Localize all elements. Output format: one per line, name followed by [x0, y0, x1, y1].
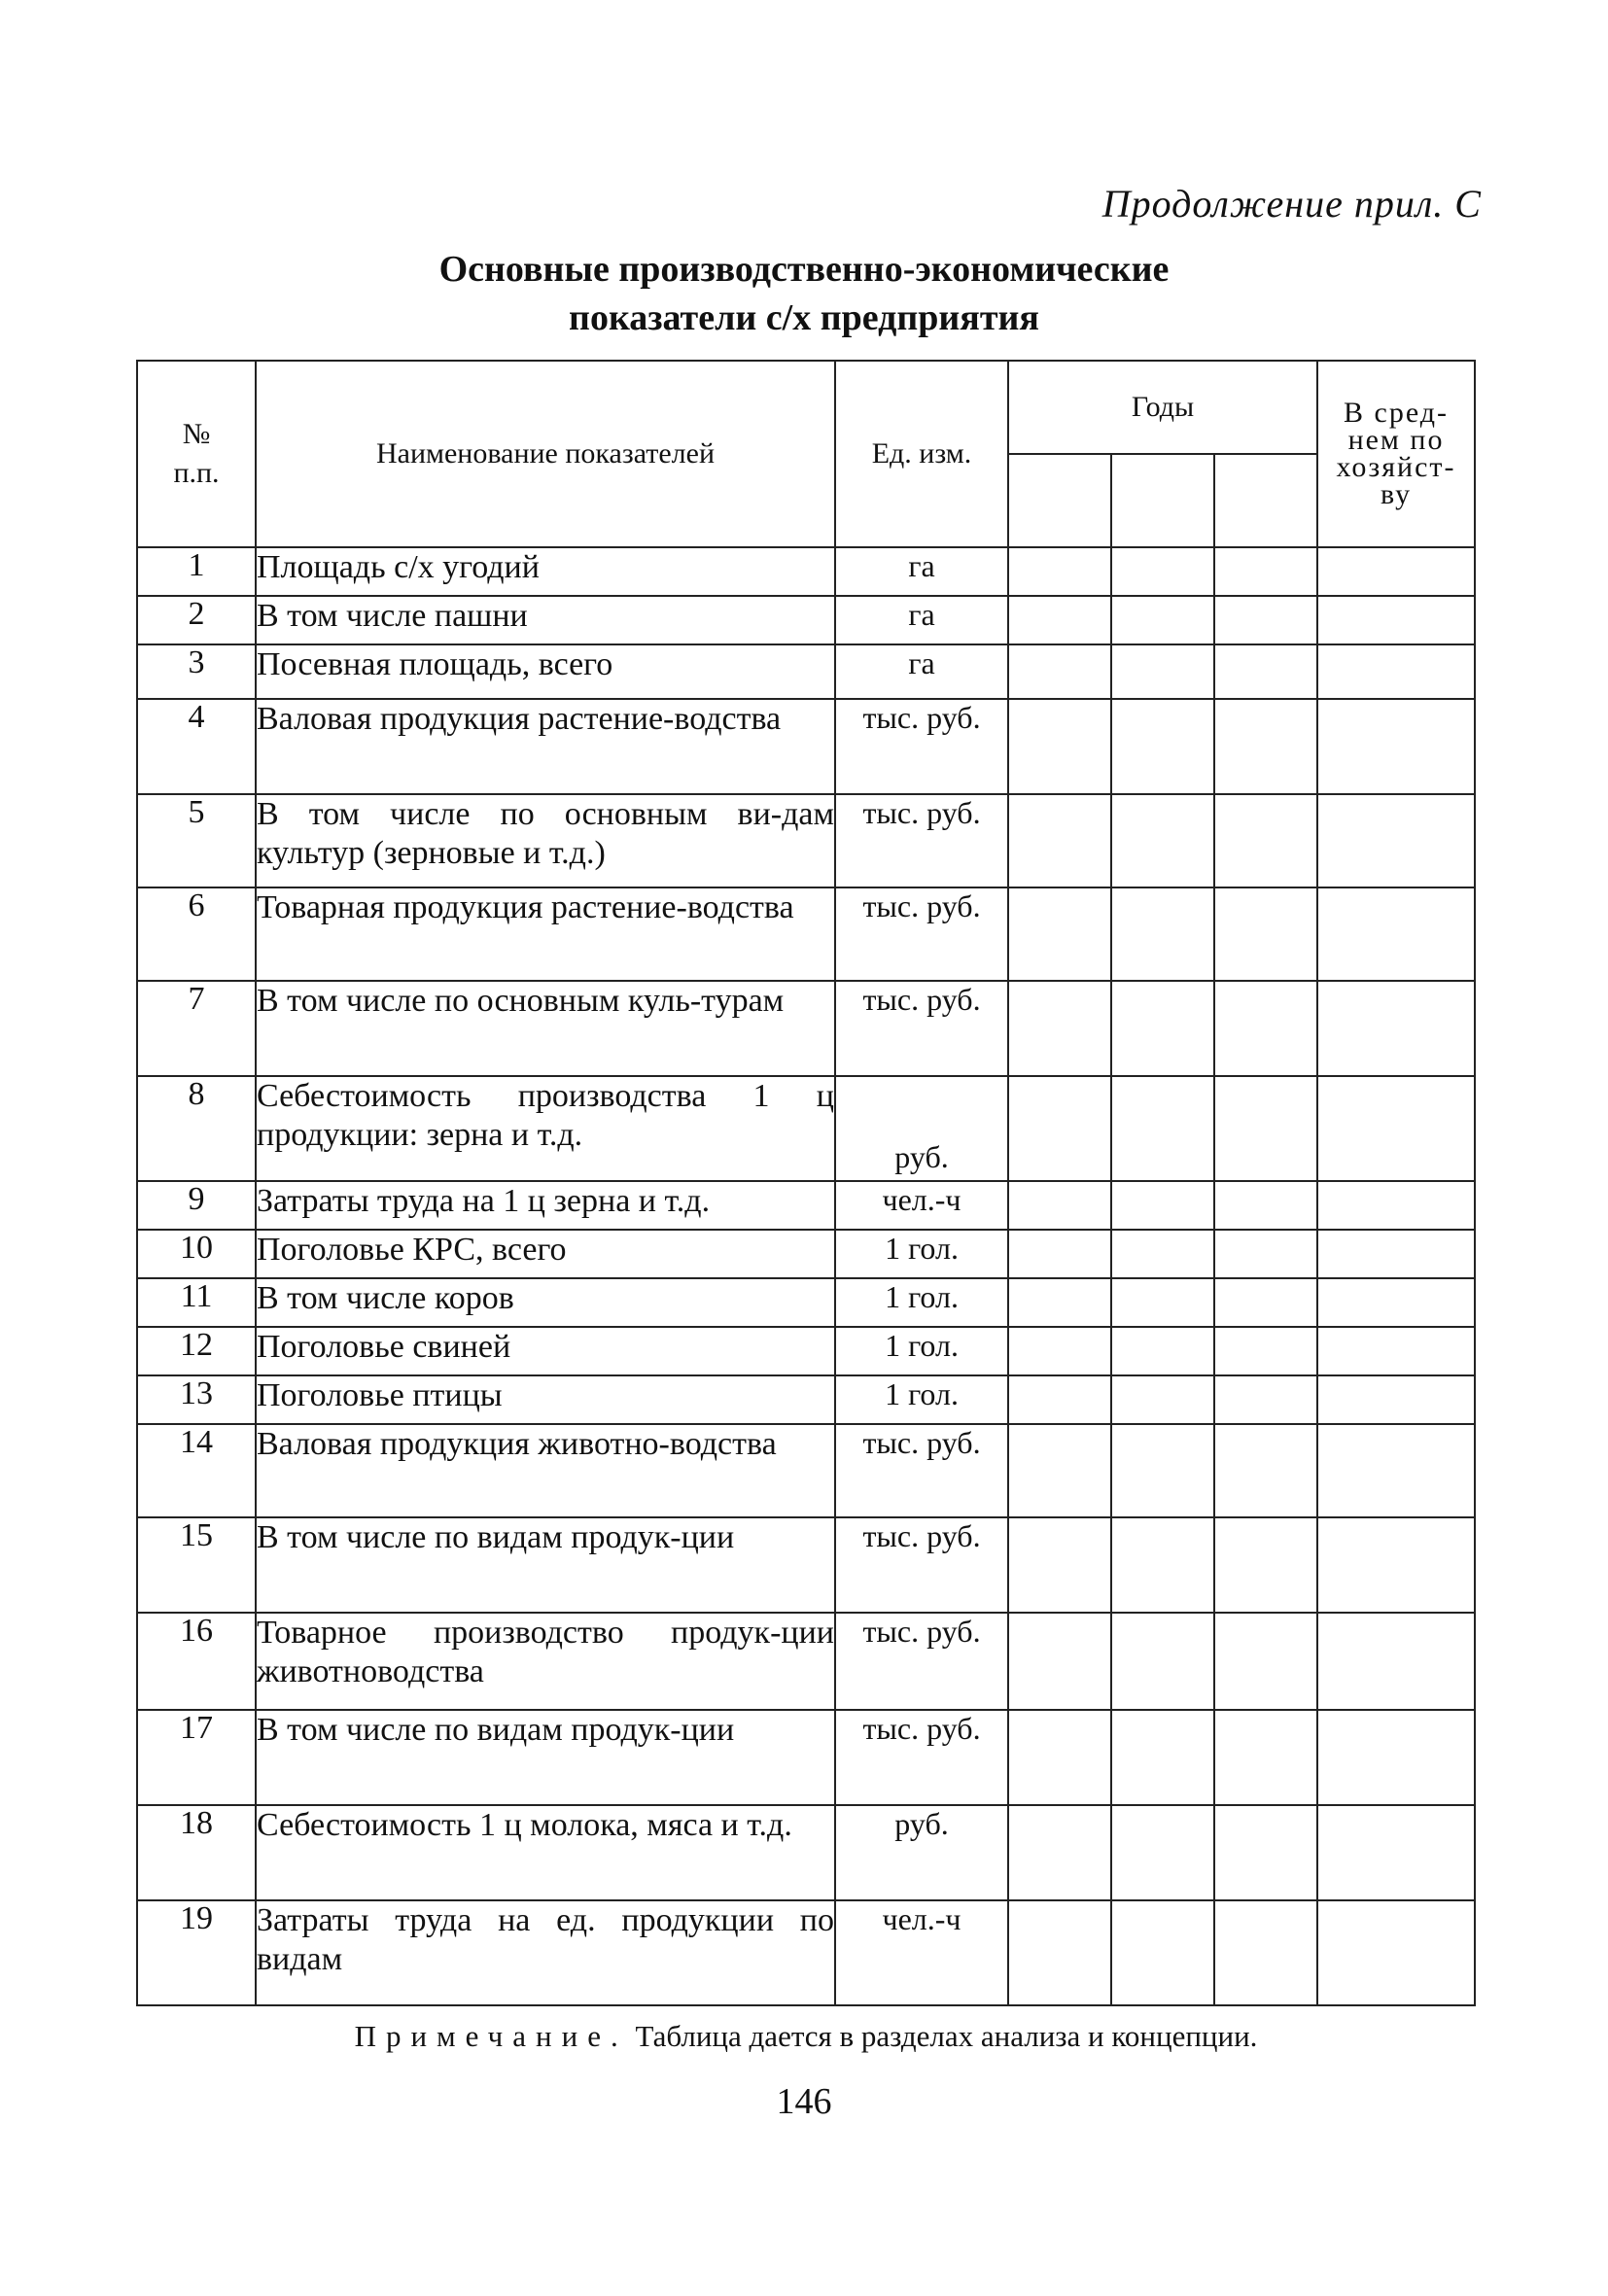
row-unit: га [835, 644, 1008, 699]
table-row [137, 1805, 1475, 1900]
row-indicator-name: Поголовье свиней [256, 1327, 835, 1375]
year-3-value[interactable] [1214, 1076, 1317, 1181]
year-2-value[interactable] [1111, 596, 1214, 644]
table-row [137, 981, 1475, 1076]
year-2-value[interactable] [1111, 644, 1214, 699]
col-header-unit: Ед. изм. [835, 361, 1008, 547]
year-1-value[interactable] [1008, 1805, 1111, 1900]
title-line-1: Основные производственно-экономические [438, 249, 1170, 290]
row-unit: тыс. руб. [835, 887, 1008, 981]
average-value[interactable] [1317, 1424, 1475, 1517]
col-header-year-1 [1008, 454, 1111, 547]
row-indicator-name: Площадь с/х угодий [256, 547, 835, 596]
row-indicator-name: Затраты труда на ед. продукции по видам [256, 1900, 835, 2005]
row-number: 2 [137, 596, 256, 644]
row-number: 14 [137, 1424, 256, 1517]
row-unit: чел.-ч [835, 1900, 1008, 2005]
average-value[interactable] [1317, 1181, 1475, 1230]
row-number: 8 [137, 1076, 256, 1181]
year-3-value[interactable] [1214, 1230, 1317, 1278]
row-unit: га [835, 547, 1008, 596]
year-2-value[interactable] [1111, 887, 1214, 981]
row-number: 11 [137, 1278, 256, 1327]
average-value[interactable] [1317, 1710, 1475, 1805]
note-label: Примечание. [354, 2019, 628, 2053]
year-2-value[interactable] [1111, 1424, 1214, 1517]
col-header-number: № п.п. [137, 361, 256, 547]
row-unit: 1 гол. [835, 1375, 1008, 1424]
year-3-value[interactable] [1214, 1327, 1317, 1375]
row-number: 9 [137, 1181, 256, 1230]
row-indicator-name: В том числе по основным ви-дам культур (зерновые и т.д.) [256, 794, 835, 887]
row-unit: тыс. руб. [835, 1710, 1008, 1805]
row-indicator-name: Себестоимость 1 ц молока, мяса и т.д. [256, 1805, 835, 1900]
year-2-value[interactable] [1111, 699, 1214, 794]
row-unit: 1 гол. [835, 1327, 1008, 1375]
year-3-value[interactable] [1214, 1278, 1317, 1327]
year-2-value[interactable] [1111, 1375, 1214, 1424]
year-2-value[interactable] [1111, 1900, 1214, 2005]
table-row [137, 699, 1475, 794]
table-row [137, 1375, 1475, 1424]
page-number: 146 [776, 2081, 832, 2122]
indicators-table [136, 360, 1476, 2061]
year-1-value[interactable] [1008, 1613, 1111, 1710]
row-indicator-name: В том числе по видам продук-ции [256, 1517, 835, 1613]
year-3-value[interactable] [1214, 794, 1317, 887]
table-row [137, 1517, 1475, 1613]
row-indicator-name: Товарное производство продук-ции животноводства [256, 1613, 835, 1710]
year-3-value[interactable] [1214, 1613, 1317, 1710]
year-2-value[interactable] [1111, 1517, 1214, 1613]
row-number: 13 [137, 1375, 256, 1424]
year-2-value[interactable] [1111, 794, 1214, 887]
row-number: 5 [137, 794, 256, 887]
table-row [137, 596, 1475, 644]
year-3-value[interactable] [1214, 596, 1317, 644]
year-1-value[interactable] [1008, 1375, 1111, 1424]
year-3-value[interactable] [1214, 1900, 1317, 2005]
table-row [137, 1278, 1475, 1327]
year-1-value[interactable] [1008, 981, 1111, 1076]
row-number: 12 [137, 1327, 256, 1375]
year-1-value[interactable] [1008, 1278, 1111, 1327]
year-3-value[interactable] [1214, 1375, 1317, 1424]
row-indicator-name: Посевная площадь, всего [256, 644, 835, 699]
average-value[interactable] [1317, 887, 1475, 981]
year-1-value[interactable] [1008, 1710, 1111, 1805]
table-row [137, 794, 1475, 887]
average-value[interactable] [1317, 1327, 1475, 1375]
year-1-value[interactable] [1008, 1181, 1111, 1230]
row-indicator-name: В том числе по основным куль-турам [256, 981, 835, 1076]
year-2-value[interactable] [1111, 1230, 1214, 1278]
table-row [137, 1710, 1475, 1805]
year-1-value[interactable] [1008, 1424, 1111, 1517]
col-header-year-2 [1111, 454, 1214, 547]
col-header-average: В сред- нем по хозяйст- ву [1317, 361, 1475, 547]
year-3-value[interactable] [1214, 887, 1317, 981]
col-header-years: Годы [1008, 361, 1317, 454]
year-2-value[interactable] [1111, 1278, 1214, 1327]
year-3-value[interactable] [1214, 981, 1317, 1076]
table-row [137, 1076, 1475, 1181]
row-indicator-name: Товарная продукция растение-водства [256, 887, 835, 981]
row-unit: руб. [835, 1805, 1008, 1900]
year-2-value[interactable] [1111, 1613, 1214, 1710]
year-1-value[interactable] [1008, 1230, 1111, 1278]
average-value[interactable] [1317, 1278, 1475, 1327]
year-1-value[interactable] [1008, 1900, 1111, 2005]
year-1-value[interactable] [1008, 794, 1111, 887]
row-unit: тыс. руб. [835, 1424, 1008, 1517]
col-header-name: Наименование показателей [256, 361, 835, 547]
row-unit: тыс. руб. [835, 1613, 1008, 1710]
row-number: 3 [137, 644, 256, 699]
row-number: 15 [137, 1517, 256, 1613]
year-3-value[interactable] [1214, 1424, 1317, 1517]
year-2-value[interactable] [1111, 547, 1214, 596]
year-1-value[interactable] [1008, 1076, 1111, 1181]
year-2-value[interactable] [1111, 981, 1214, 1076]
row-number: 7 [137, 981, 256, 1076]
title-line-2: показатели с/х предприятия [569, 297, 1039, 338]
row-number: 19 [137, 1900, 256, 2005]
average-value[interactable] [1317, 1900, 1475, 2005]
row-unit: тыс. руб. [835, 1517, 1008, 1613]
continuation-label: Продолжение прил. С [1101, 182, 1482, 226]
row-indicator-name: Валовая продукция животно-водства [256, 1424, 835, 1517]
average-value[interactable] [1317, 1613, 1475, 1710]
average-value[interactable] [1317, 547, 1475, 596]
row-unit: 1 гол. [835, 1230, 1008, 1278]
year-1-value[interactable] [1008, 1517, 1111, 1613]
table-row [137, 1424, 1475, 1517]
row-indicator-name: Поголовье КРС, всего [256, 1230, 835, 1278]
row-number: 4 [137, 699, 256, 794]
row-indicator-name: В том числе по видам продук-ции [256, 1710, 835, 1805]
table-row [137, 1327, 1475, 1375]
year-3-value[interactable] [1214, 547, 1317, 596]
average-value[interactable] [1317, 981, 1475, 1076]
row-unit: тыс. руб. [835, 699, 1008, 794]
year-1-value[interactable] [1008, 699, 1111, 794]
average-value[interactable] [1317, 596, 1475, 644]
row-number: 10 [137, 1230, 256, 1278]
row-number: 6 [137, 887, 256, 981]
row-indicator-name: Валовая продукция растение-водства [256, 699, 835, 794]
year-3-value[interactable] [1214, 699, 1317, 794]
table-row [137, 1230, 1475, 1278]
average-value[interactable] [1317, 699, 1475, 794]
year-1-value[interactable] [1008, 596, 1111, 644]
average-value[interactable] [1317, 1076, 1475, 1181]
table-row [137, 644, 1475, 699]
average-value[interactable] [1317, 794, 1475, 887]
average-value[interactable] [1317, 1375, 1475, 1424]
year-1-value[interactable] [1008, 887, 1111, 981]
table-note [137, 2005, 1475, 2061]
average-value[interactable] [1317, 1805, 1475, 1900]
note-text: Таблица дается в разделах анализа и концепции. [627, 2019, 1258, 2053]
row-indicator-name: Затраты труда на 1 ц зерна и т.д. [256, 1181, 835, 1230]
year-2-value[interactable] [1111, 1181, 1214, 1230]
row-unit: чел.-ч [835, 1181, 1008, 1230]
row-unit: 1 гол. [835, 1278, 1008, 1327]
row-indicator-name: В том числе пашни [256, 596, 835, 644]
average-value[interactable] [1317, 1517, 1475, 1613]
row-number: 1 [137, 547, 256, 596]
average-value[interactable] [1317, 644, 1475, 699]
table-row [137, 887, 1475, 981]
col-header-year-3 [1214, 454, 1317, 547]
year-1-value[interactable] [1008, 644, 1111, 699]
table-row [137, 1613, 1475, 1710]
row-indicator-name: В том числе коров [256, 1278, 835, 1327]
row-number: 16 [137, 1613, 256, 1710]
row-unit: тыс. руб. [835, 794, 1008, 887]
table-body [137, 547, 1475, 2005]
year-3-value[interactable] [1214, 1805, 1317, 1900]
average-value[interactable] [1317, 1230, 1475, 1278]
row-indicator-name: Себестоимость производства 1 ц продукции: зерна и т.д. [256, 1076, 835, 1181]
page-title [0, 245, 1608, 342]
year-3-value[interactable] [1214, 1517, 1317, 1613]
year-3-value[interactable] [1214, 644, 1317, 699]
year-2-value[interactable] [1111, 1710, 1214, 1805]
row-unit: тыс. руб. [835, 981, 1008, 1076]
year-3-value[interactable] [1214, 1710, 1317, 1805]
row-number: 17 [137, 1710, 256, 1805]
year-2-value[interactable] [1111, 1076, 1214, 1181]
year-2-value[interactable] [1111, 1805, 1214, 1900]
year-2-value[interactable] [1111, 1327, 1214, 1375]
year-1-value[interactable] [1008, 1327, 1111, 1375]
table-row [137, 1181, 1475, 1230]
row-unit: га [835, 596, 1008, 644]
table-row [137, 547, 1475, 596]
year-1-value[interactable] [1008, 547, 1111, 596]
row-indicator-name: Поголовье птицы [256, 1375, 835, 1424]
row-unit: руб. [835, 1076, 1008, 1181]
row-number: 18 [137, 1805, 256, 1900]
table-row [137, 1900, 1475, 2005]
year-3-value[interactable] [1214, 1181, 1317, 1230]
